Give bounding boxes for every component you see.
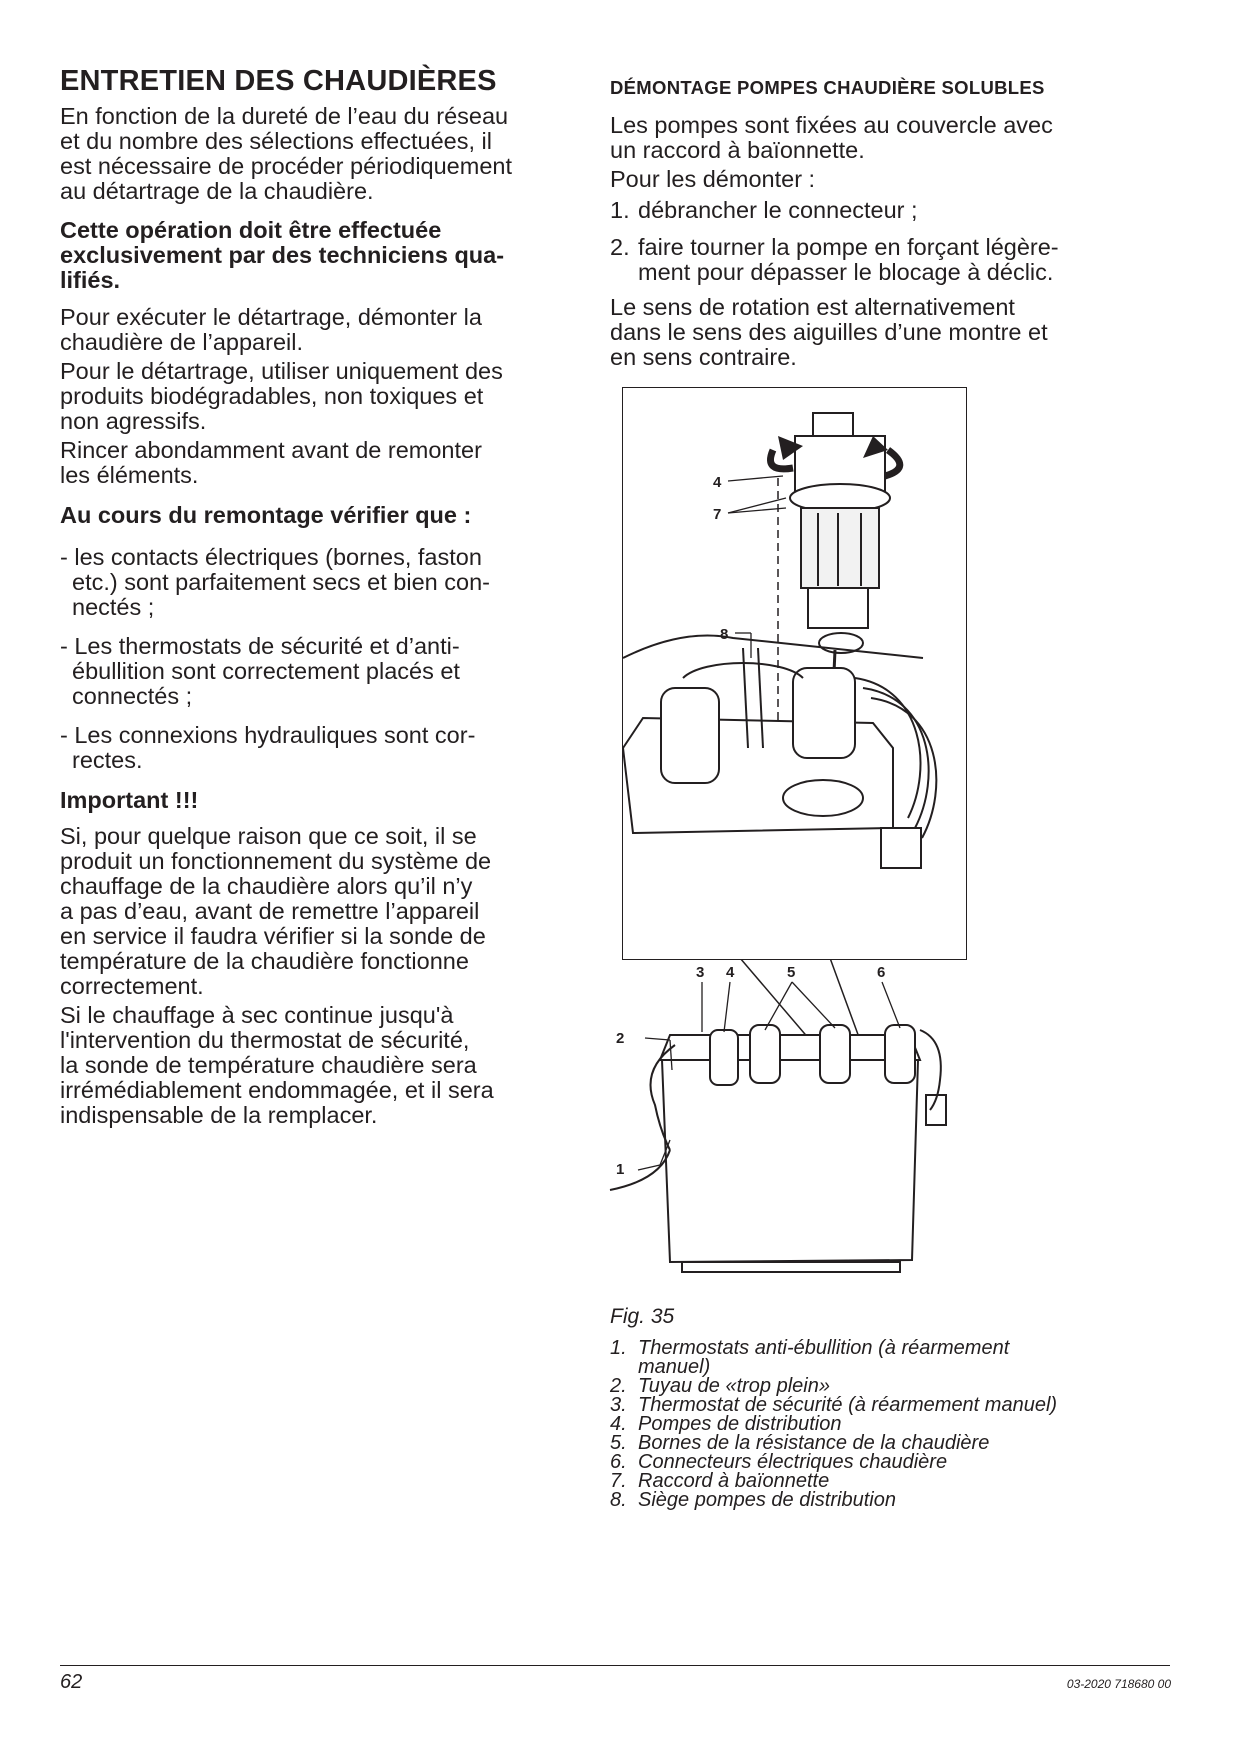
text-line: produits biodégradables, non toxiques et	[60, 383, 484, 409]
legend-number: 7.	[610, 1470, 627, 1492]
text-line: Si, pour quelque raison que ce soit, il se	[60, 823, 477, 849]
callout-1: 1	[616, 1161, 625, 1178]
text-line: Cette opération doit être effectuée	[60, 217, 442, 243]
legend-text	[638, 1339, 1009, 1377]
text-line: etc.) sont parfaitement secs et bien con-	[72, 569, 490, 595]
callout-2: 2	[616, 1030, 625, 1047]
text-line: en sens contraire.	[610, 344, 797, 370]
page-title: ENTRETIEN DES CHAUDIÈRES	[60, 65, 497, 97]
text-line: ment pour dépasser le blocage à déclic.	[638, 259, 1054, 285]
pump-detail-figure	[622, 387, 967, 960]
page-number: 62	[60, 1671, 83, 1693]
text-line: dans le sens des aiguilles d’une montre et	[610, 319, 1048, 345]
legend-number: 2.	[610, 1375, 627, 1397]
legend-number: 6.	[610, 1451, 627, 1473]
text-line: un raccord à baïonnette.	[610, 137, 865, 163]
text-line: Les pompes sont fixées au couvercle avec	[610, 112, 1053, 138]
text-line: chaudière de l’appareil.	[60, 329, 303, 355]
descaling-paragraph	[60, 305, 590, 355]
legend-text: Pompes de distribution	[638, 1413, 842, 1435]
legend-number: 5.	[610, 1432, 627, 1454]
text-line: Si le chauffage à sec continue jusqu'à	[60, 1002, 454, 1028]
text-line: et du nombre des sélections effectuées, il	[60, 128, 492, 154]
list-item	[60, 723, 590, 773]
text-line: la sonde de température chaudière sera	[60, 1052, 477, 1078]
text-line: connectés ;	[72, 683, 193, 709]
list-item	[610, 198, 1190, 223]
step-text: débrancher le connecteur ;	[638, 197, 918, 223]
text-line: nectés ;	[72, 594, 155, 620]
callout-5: 5	[787, 964, 796, 981]
legend-number: 4.	[610, 1413, 627, 1435]
text-line: indispensable de la remplacer.	[60, 1102, 378, 1128]
figure-legend	[610, 1339, 1170, 1510]
legend-item	[610, 1339, 1170, 1377]
text-line: irrémédiablement endommagée, et il sera	[60, 1077, 494, 1103]
callout-3: 3	[696, 964, 705, 981]
boiler-overview-drawing	[600, 960, 980, 1290]
step-text	[638, 235, 1059, 285]
step-number: 1.	[610, 197, 630, 223]
dry-heating-paragraph	[60, 1003, 590, 1128]
list-item	[60, 545, 590, 620]
document-code: 03-2020 718680 00	[1066, 1677, 1171, 1691]
legend-text: Thermostat de sécurité (à réarmement manuel)	[638, 1394, 1058, 1416]
text-line: lifiés.	[60, 267, 121, 293]
callout-4: 4	[726, 964, 735, 981]
section-title: DÉMONTAGE POMPES CHAUDIÈRE SOLUBLES	[610, 77, 1045, 98]
boiler-top-illustration	[623, 636, 936, 869]
rotation-paragraph	[610, 295, 1190, 370]
removal-steps	[610, 198, 1190, 285]
important-paragraph	[60, 824, 590, 999]
figure-label: Fig. 35	[610, 1305, 675, 1328]
reassembly-checklist	[60, 545, 590, 773]
intro-paragraph	[60, 104, 590, 204]
text-line: - les contacts électriques (bornes, faston	[60, 544, 482, 570]
pump-detail-drawing	[623, 388, 968, 961]
important-title: Important !!!	[60, 787, 199, 813]
products-paragraph	[60, 359, 590, 434]
text-line: Le sens de rotation est alternativement	[610, 294, 1015, 320]
text-line: température de la chaudière fonctionne	[60, 948, 469, 974]
callout-7: 7	[713, 506, 722, 523]
text-line: Pour exécuter le détartrage, démonter la	[60, 304, 482, 330]
text-line: correctement.	[60, 973, 204, 999]
text-line: a pas d’eau, avant de remettre l’appareil	[60, 898, 480, 924]
text-line: En fonction de la dureté de l’eau du réseau	[60, 103, 509, 129]
callout-8: 8	[720, 626, 729, 643]
text-line: non agressifs.	[60, 408, 207, 434]
legend-number: 1.	[610, 1337, 627, 1359]
text-line: Pour le détartrage, utiliser uniquement des	[60, 358, 503, 384]
step-number: 2.	[610, 234, 630, 260]
legend-text: Connecteurs électriques chaudière	[638, 1451, 948, 1473]
boiler-overview-figure	[600, 960, 980, 1290]
technician-warning	[60, 218, 590, 293]
text-line: les éléments.	[60, 462, 199, 488]
pump-intro-paragraph	[610, 113, 1190, 163]
legend-item	[610, 1491, 1170, 1510]
reassembly-check-title: Au cours du remontage vérifier que :	[60, 502, 472, 528]
callout-6: 6	[877, 964, 886, 981]
footer-divider	[60, 1665, 1170, 1666]
text-line: est nécessaire de procéder périodiquement	[60, 153, 512, 179]
text-line: exclusivement par des techniciens qua-	[60, 242, 505, 268]
left-column	[60, 60, 590, 1132]
callout-4: 4	[713, 474, 722, 491]
text-line: manuel)	[638, 1356, 711, 1378]
legend-text: Siège pompes de distribution	[638, 1489, 896, 1511]
text-line: l'intervention du thermostat de sécurité,	[60, 1027, 470, 1053]
text-line: en service il faudra vérifier si la sonde de	[60, 923, 486, 949]
text-line: Thermostats anti-ébullition (à réarmement	[638, 1337, 1010, 1359]
figure-caption	[610, 1305, 1170, 1510]
text-line: Rincer abondamment avant de remonter	[60, 437, 482, 463]
text-line: rectes.	[72, 747, 143, 773]
legend-number: 3.	[610, 1394, 627, 1416]
text-line: produit un fonctionnement du système de	[60, 848, 492, 874]
rinse-paragraph	[60, 438, 590, 488]
removal-intro: Pour les démonter :	[610, 166, 816, 192]
text-line: au détartrage de la chaudière.	[60, 178, 374, 204]
legend-text: Tuyau de «trop plein»	[638, 1375, 830, 1397]
upper-callouts	[728, 476, 786, 658]
boiler-illustration	[660, 1025, 920, 1272]
list-item	[60, 634, 590, 709]
legend-text: Bornes de la résistance de la chaudière	[638, 1432, 990, 1454]
text-line: - Les connexions hydrauliques sont cor-	[60, 722, 476, 748]
text-line: chauffage de la chaudière alors qu’il n’y	[60, 873, 473, 899]
text-line: - Les thermostats de sécurité et d’anti-	[60, 633, 460, 659]
list-item	[610, 235, 1190, 285]
right-column	[610, 60, 1190, 374]
legend-text: Raccord à baïonnette	[638, 1470, 830, 1492]
text-line: faire tourner la pompe en forçant légère-	[638, 234, 1059, 260]
legend-number: 8.	[610, 1489, 627, 1511]
text-line: ébullition sont correctement placés et	[72, 658, 460, 684]
